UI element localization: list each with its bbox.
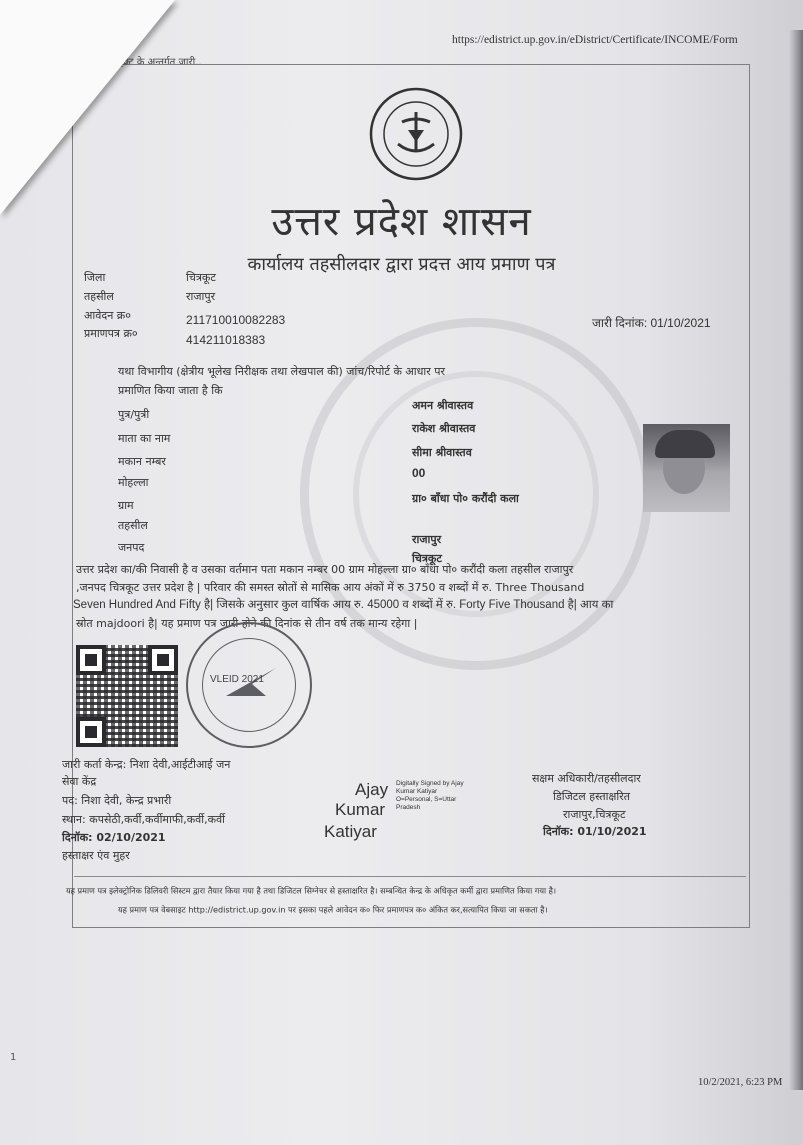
authority-line-3: राजापुर,चित्रकूट (563, 808, 626, 821)
body-line-1: उत्तर प्रदेश का/की निवासी है व उसका वर्तमान पता मकान नम्बर 00 ग्राम मोहल्ला ग्रा० बाँधा पो० करौंदी कला तहसील राजापुर (76, 563, 574, 576)
certificate-label: प्रमाणपत्र क्र० (84, 327, 138, 340)
detail-value-parent: राकेश श्रीवास्तव (412, 422, 476, 435)
page-title: उत्तर प्रदेश शासन (271, 199, 532, 245)
detail-label-locality: मोहल्ला (118, 476, 149, 489)
issue-date: जारी दिनांक: 01/10/2021 (592, 316, 711, 330)
detail-value-locality: ग्रा० बाँधा पो० करौंदी कला (412, 492, 519, 505)
certificate-value: 414211018383 (186, 333, 266, 347)
body-line-3: Seven Hundred And Fifty है| जिसके अनुसार कुल वार्षिक आय रु. 45000 व शब्दों में रु. Forty Five Thousand है| आय का (73, 599, 614, 611)
footer-divider (74, 876, 746, 877)
signature-note-3: O=Personal, S=Uttar (396, 796, 457, 803)
page-subtitle: कार्यालय तहसीलदार द्वारा प्रदत्त आय प्रमाण पत्र (247, 254, 556, 275)
signature-name-2: Kumar (335, 800, 386, 819)
authority-line-2: डिजिटल हस्ताक्षरित (553, 790, 630, 803)
footer-note-2: यह प्रमाण पत्र वेबसाइट http://edistrict.up.gov.in पर इसका पहले आवेदन क० फिर प्रमाणपत्र क० अंकित कर,सत्यापित किया जा सकता है। (118, 905, 548, 916)
detail-label-village: ग्राम (118, 499, 134, 512)
detail-value-mother: सीमा श्रीवास्तव (412, 446, 472, 459)
signature-name-3: Katiyar (324, 822, 377, 841)
issuer-line-6: हस्ताक्षर एंव मुहर (62, 849, 130, 862)
stamp-text: VLEID 2021 (210, 674, 264, 685)
signature-note-1: Digitally Signed by Ajay (396, 780, 464, 787)
detail-value-tehsil: राजापुर (412, 533, 442, 546)
body-line-4: स्रोत majdoori है| यह प्रमाण पत्र जारी होने की दिनांक से तीन वर्ष तक मान्य रहेगा | (76, 617, 418, 630)
scan-edge-shadow (789, 30, 803, 1090)
photo-hair (655, 430, 715, 458)
signature-note-4: Pradesh (396, 804, 421, 811)
detail-label-tehsil: तहसील (118, 519, 148, 532)
application-label: आवेदन क्र० (84, 309, 131, 322)
print-timestamp: 10/2/2021, 6:23 PM (698, 1077, 783, 1088)
intro-line-1: यथा विभागीय (क्षेत्रीय भूलेख निरीक्षक तथा लेखपाल की) जांच/रिपोर्ट के आधार पर (118, 365, 445, 378)
tehsil-value: राजापुर (186, 290, 216, 303)
district-label: जिला (84, 271, 106, 284)
body-line-2: ,जनपद चित्रकूट उत्तर प्रदेश है | परिवार की समस्त स्रोतों से मासिक आय अंकों में रु 3750 व शब्दों में रु. Three Thousand (76, 581, 585, 594)
center-stamp (186, 622, 312, 748)
issuer-line-1: जारी कर्ता केन्द्र: निशा देवी,आईटीआई जन (62, 758, 231, 771)
issuer-line-3: पद: निशा देवी, केन्द्र प्रभारी (62, 794, 172, 807)
page-mark: 1 (10, 1052, 17, 1063)
issuer-line-2: सेवा केंद्र (62, 775, 97, 788)
detail-value-house: 00 (412, 466, 426, 480)
issuer-line-5: दिनॉक: 02/10/2021 (62, 831, 166, 844)
up-emblem-icon (368, 86, 464, 182)
intro-line-2: प्रमाणित किया जाता है कि (118, 384, 223, 397)
detail-label-district: जनपद (118, 541, 145, 554)
detail-label-house: मकान नम्बर (118, 455, 166, 468)
footer-note-1: यह प्रमाण पत्र इलेक्ट्रोनिक डिलिवरी सिस्टम द्वारा तैयार किया गया है तथा डिजिटल सिग्नेचर से हस्ताक्षरित है। सम्बन्धित केन्द्र के अधिकृत कर्मी द्वारा प्रमाणित किया गया है। (66, 886, 557, 897)
header-top-text: ट्रेक्ट के अन्तर्गत जारी.. (118, 57, 202, 68)
signature-name-1: Ajay (355, 780, 389, 799)
detail-label-parent: पुत्र/पुत्री (118, 408, 150, 421)
applicant-name: अमन श्रीवास्तव (412, 399, 474, 412)
detail-label-mother: माता का नाम (118, 432, 171, 445)
district-value: चित्रकूट (186, 271, 216, 284)
qr-code (76, 645, 178, 747)
folded-corner (0, 0, 175, 215)
detail-value-district: चित्रकूट (412, 552, 442, 565)
application-value: 211710010082283 (186, 313, 286, 327)
authority-line-4: दिनॉक: 01/10/2021 (543, 825, 647, 838)
authority-line-1: सक्षम अधिकारी/तहसीलदार (532, 772, 641, 785)
issuer-line-4: स्थान: कपसेठी,कर्वी,कर्वीमाफी,कर्वी,कर्वी (62, 813, 226, 826)
tehsil-label: तहसील (84, 290, 114, 303)
browser-url: https://edistrict.up.gov.in/eDistrict/Certificate/INCOME/Form (452, 34, 738, 46)
applicant-photo (643, 424, 730, 512)
signature-note-2: Kumar Katiyar (396, 788, 438, 795)
